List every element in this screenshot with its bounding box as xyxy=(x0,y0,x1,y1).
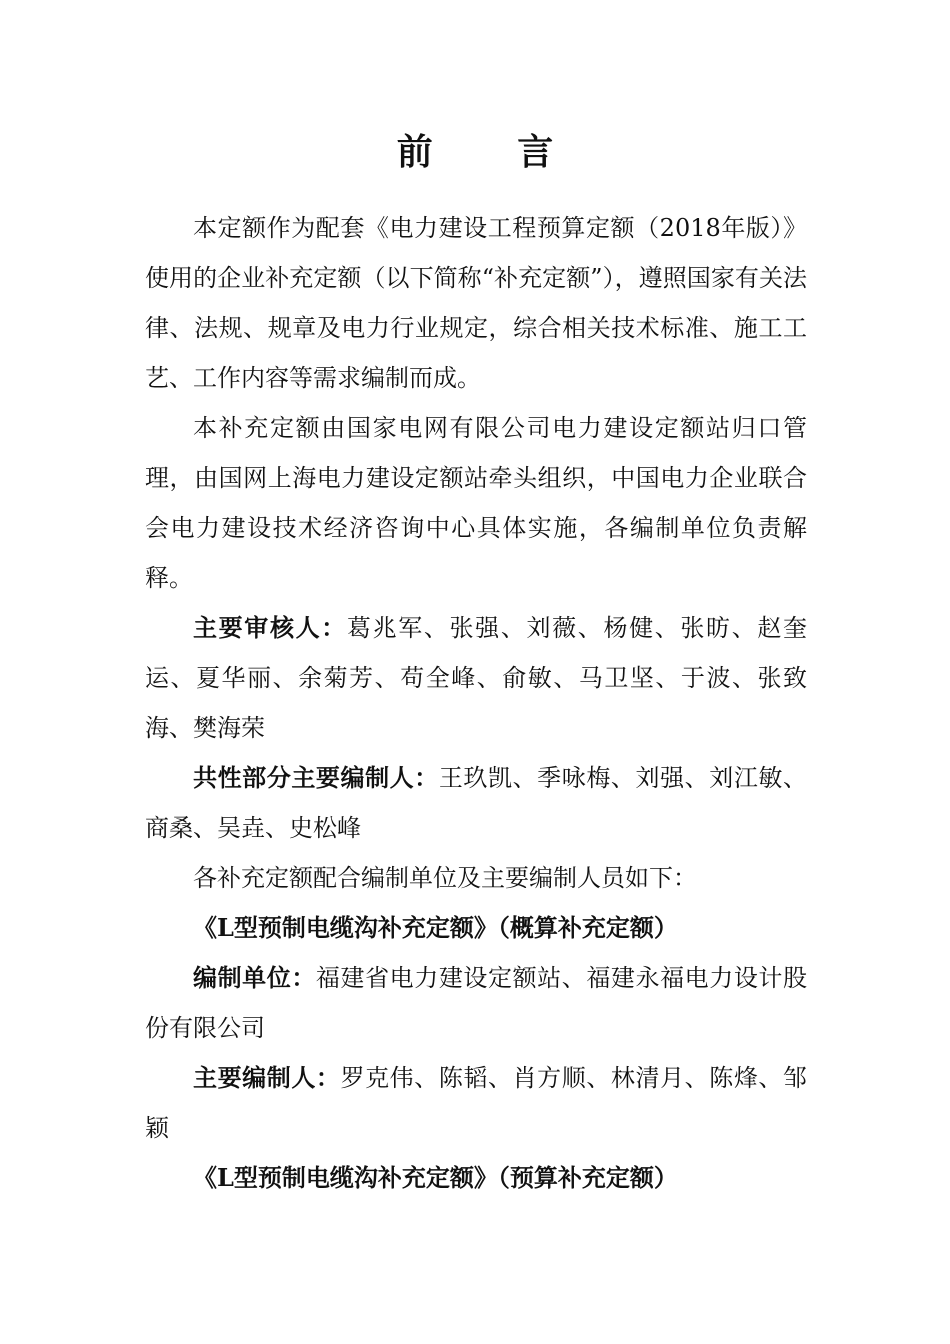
management-paragraph: 本补充定额由国家电网有限公司电力建设定额站归口管理，由国网上海电力建设定额站牵头组织，中国电力企业联合会电力建设技术经济咨询中心具体实施，各编制单位负责解释。 xyxy=(145,414,807,592)
page-title: 前 言 xyxy=(396,131,590,173)
intro-line: 各补充定额配合编制单位及主要编制人员如下： xyxy=(193,864,697,892)
section-title-1: 《L型预制电缆沟补充定额》（概算补充定额） xyxy=(193,913,678,942)
common-editors-list: 王玖凯、季咏梅、刘强、刘江敏、商桑、吴垚、史松峰 xyxy=(145,764,808,842)
unit-list: 福建省电力建设定额站、福建永福电力设计股份有限公司 xyxy=(145,964,808,1042)
editors-paragraph xyxy=(145,1053,807,1153)
intro-paragraph: 本定额作为配套《电力建设工程预算定额（2018年版）》使用的企业补充定额（以下简称“补充定额”），遵照国家有关法律、法规、规章及电力行业规定，综合相关技术标准、施工工艺、工作内容等需求编制而成。 xyxy=(145,214,807,392)
common-editors-paragraph xyxy=(145,753,807,853)
editors-list: 罗克伟、陈韬、肖方顺、林清月、陈烽、邹颖 xyxy=(145,1064,807,1142)
section-title-2: 《L型预制电缆沟补充定额》（预算补充定额） xyxy=(193,1163,678,1192)
unit-paragraph xyxy=(145,953,807,1053)
document-body xyxy=(145,203,807,1203)
unit-label: 编制单位： xyxy=(193,963,316,992)
reviewers-label: 主要审核人： xyxy=(193,613,347,642)
reviewers-paragraph xyxy=(145,603,807,753)
reviewers-list: 葛兆军、张强、刘薇、杨健、张昉、赵奎运、夏华丽、余菊芳、苟全峰、俞敏、马卫坚、于波、张致海、樊海荣 xyxy=(145,614,808,742)
editors-label: 主要编制人： xyxy=(193,1063,341,1092)
common-editors-label: 共性部分主要编制人： xyxy=(193,763,439,792)
